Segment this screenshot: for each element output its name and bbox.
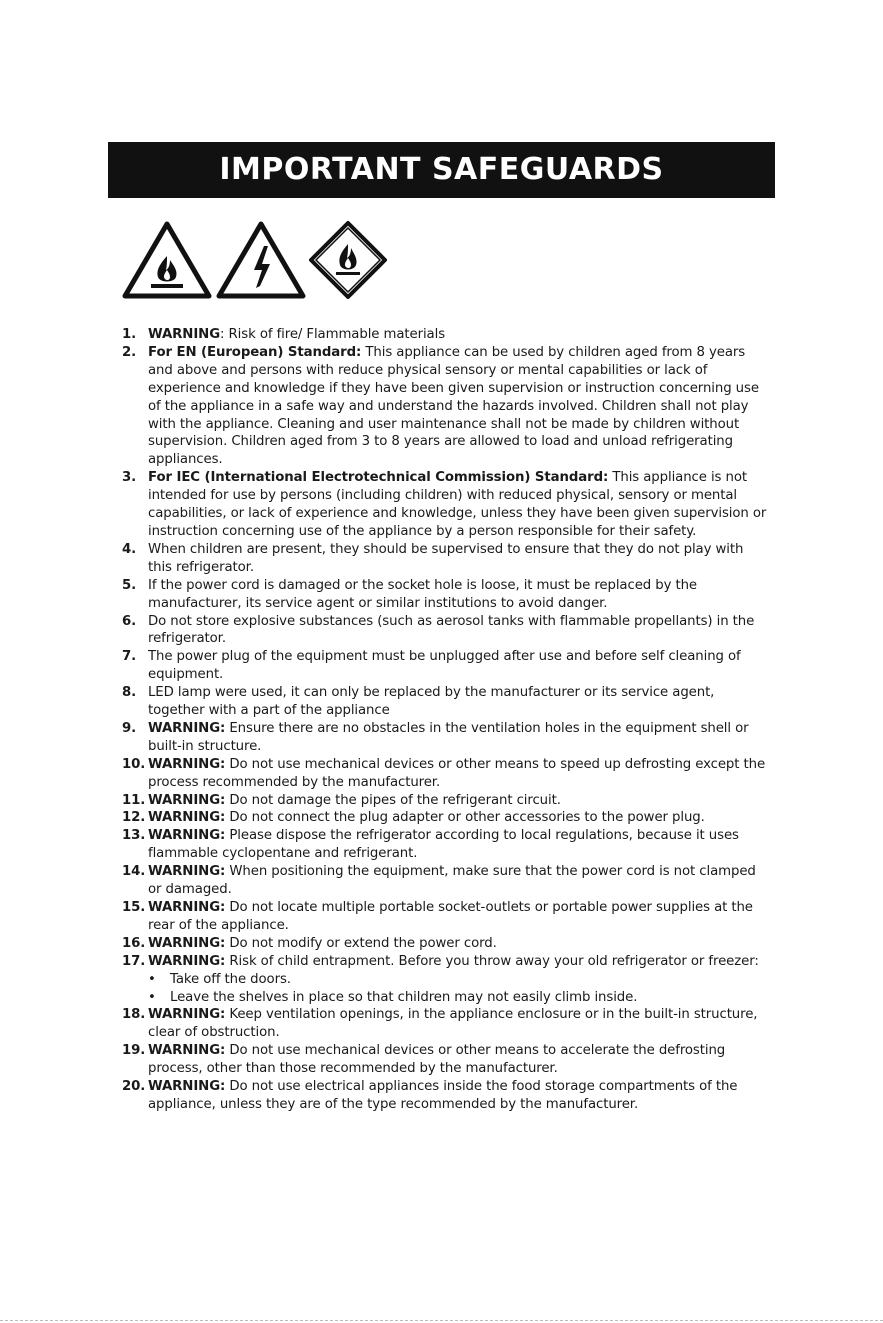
item-text: Keep ventilation openings, in the appliance enclosure or in the built-in structure, clear of obstruction. (148, 1007, 758, 1041)
list-item (122, 792, 767, 810)
list-item (122, 863, 767, 899)
item-number: 10. (122, 756, 146, 772)
item-lead: WARNING: (148, 810, 226, 826)
item-lead: WARNING: (148, 900, 226, 915)
item-number: 1. (122, 327, 137, 342)
safeguards-list (122, 326, 767, 1114)
item-lead: WARNING: (148, 792, 226, 808)
list-item (122, 648, 767, 684)
item-lead: WARNING (148, 327, 221, 342)
list-item (122, 344, 767, 469)
item-text: This appliance is not intended for use by persons (including children) with reduced physical, sensory or mental capabilities, or lack of experience and knowledge, unless they have been given supervision or instruction concerning use of the appliance by a person responsible for their safety. (148, 470, 767, 539)
item-text: Ensure there are no obstacles in the ventilation holes in the equipment shell or built-in structure. (148, 720, 749, 754)
item-17-bullets (148, 971, 767, 1007)
list-item (122, 469, 767, 541)
item-number: 20. (122, 1079, 146, 1095)
item-lead: WARNING: (148, 1043, 226, 1059)
page-edge-divider (0, 1320, 883, 1321)
item-lead: For IEC (International Electrotechnical Commission) Standard: (148, 470, 609, 486)
list-item (122, 684, 767, 720)
item-text: Please dispose the refrigerator according to local regulations, because it uses flammable cyclopentane and refrigerant. (148, 828, 739, 862)
bullet-item: • Take off the doors. (148, 971, 767, 989)
item-number: 9. (122, 720, 137, 736)
list-item (122, 1042, 767, 1078)
item-number: 17. (122, 953, 146, 969)
item-text: When positioning the equipment, make sure that the power cord is not clamped or damaged. (148, 864, 756, 898)
item-number: 5. (122, 577, 137, 593)
item-text: Do not locate multiple portable socket-outlets or portable power supplies at the rear of the appliance. (148, 900, 753, 933)
item-text: Do not use electrical appliances inside the food storage compartments of the appliance, unless they are of the type recommended by the manufacturer. (148, 1079, 738, 1112)
item-text: : Risk of fire/ Flammable materials (220, 327, 446, 342)
item-number: 3. (122, 470, 137, 486)
item-number: 16. (122, 935, 146, 951)
item-number: 19. (122, 1043, 146, 1059)
item-lead: WARNING: (148, 953, 226, 969)
item-text: Do not damage the pipes of the refrigerant circuit. (225, 792, 561, 808)
list-item (122, 720, 767, 756)
list-item (122, 1078, 767, 1114)
item-lead: For EN (European) Standard: (148, 344, 362, 360)
item-number: 2. (122, 344, 137, 360)
item-number: 6. (122, 613, 137, 629)
item-number: 13. (122, 828, 146, 844)
item-lead: WARNING: (148, 756, 226, 772)
list-item (122, 577, 767, 613)
item-number: 18. (122, 1007, 146, 1023)
list-item (122, 326, 767, 344)
item-lead: WARNING: (148, 864, 226, 880)
item-text: This appliance can be used by children aged from 8 years and above and persons with reduce physical sensory or mental capabilities or lack of experience and knowledge if they have been given supervision or instruction concerning use of the appliance in a safe way and understand the hazards involved. Children shall not play with the appliance. Cleaning and user maintenance shall not be made by children without supervision. Children aged from 3 to 8 years are allowed to load and unload refrigerating appliances. (148, 344, 759, 468)
item-text: LED lamp were used, it can only be replaced by the manufacturer or its service agent, together with a part of the appliance (148, 685, 715, 719)
item-text: Do not use mechanical devices or other means to accelerate the defrosting process, other than those recommended by the manufacturer. (148, 1043, 726, 1077)
item-lead: WARNING: (148, 828, 226, 844)
item-text: If the power cord is damaged or the socket hole is loose, it must be replaced by the manufacturer, its service agent or similar institutions to avoid danger. (148, 577, 697, 611)
item-number: 12. (122, 810, 146, 826)
item-text: The power plug of the equipment must be unplugged after use and before self cleaning of equipment. (148, 649, 741, 683)
page-title: IMPORTANT SAFEGUARDS (108, 142, 775, 198)
item-number: 7. (122, 649, 137, 665)
item-lead: WARNING: (148, 720, 226, 736)
item-lead: WARNING: (148, 1007, 226, 1023)
item-text: Do not store explosive substances (such as aerosol tanks with flammable propellants) in the refrigerator. (148, 613, 755, 647)
item-number: 11. (122, 792, 146, 808)
item-number: 15. (122, 900, 146, 915)
bullet-item: • Leave the shelves in place so that children may not easily climb inside. (148, 989, 767, 1007)
item-number: 14. (122, 864, 146, 880)
list-item (122, 809, 767, 827)
item-text: Do not use mechanical devices or other means to speed up defrosting except the process recommended by the manufacturer. (148, 756, 766, 790)
item-number: 4. (122, 541, 137, 557)
item-text: Risk of child entrapment. Before you throw away your old refrigerator or freezer: (225, 953, 759, 969)
list-item (122, 935, 767, 953)
flammable-diamond-icon (308, 220, 388, 300)
item-text: Do not connect the plug adapter or other accessories to the power plug. (225, 810, 705, 826)
list-item (122, 541, 767, 577)
list-item (122, 953, 767, 1007)
list-item (122, 827, 767, 863)
list-item (122, 1006, 767, 1042)
list-item (122, 756, 767, 792)
high-voltage-icon (216, 220, 306, 300)
item-text: When children are present, they should be supervised to ensure that they do not play with this refrigerator. (148, 541, 744, 575)
flammable-triangle-icon (122, 220, 212, 300)
item-text: Do not modify or extend the power cord. (225, 935, 497, 951)
item-number: 8. (122, 685, 137, 701)
list-item (122, 899, 767, 935)
list-item (122, 613, 767, 649)
item-lead: WARNING: (148, 1079, 226, 1095)
item-lead: WARNING: (148, 935, 226, 951)
